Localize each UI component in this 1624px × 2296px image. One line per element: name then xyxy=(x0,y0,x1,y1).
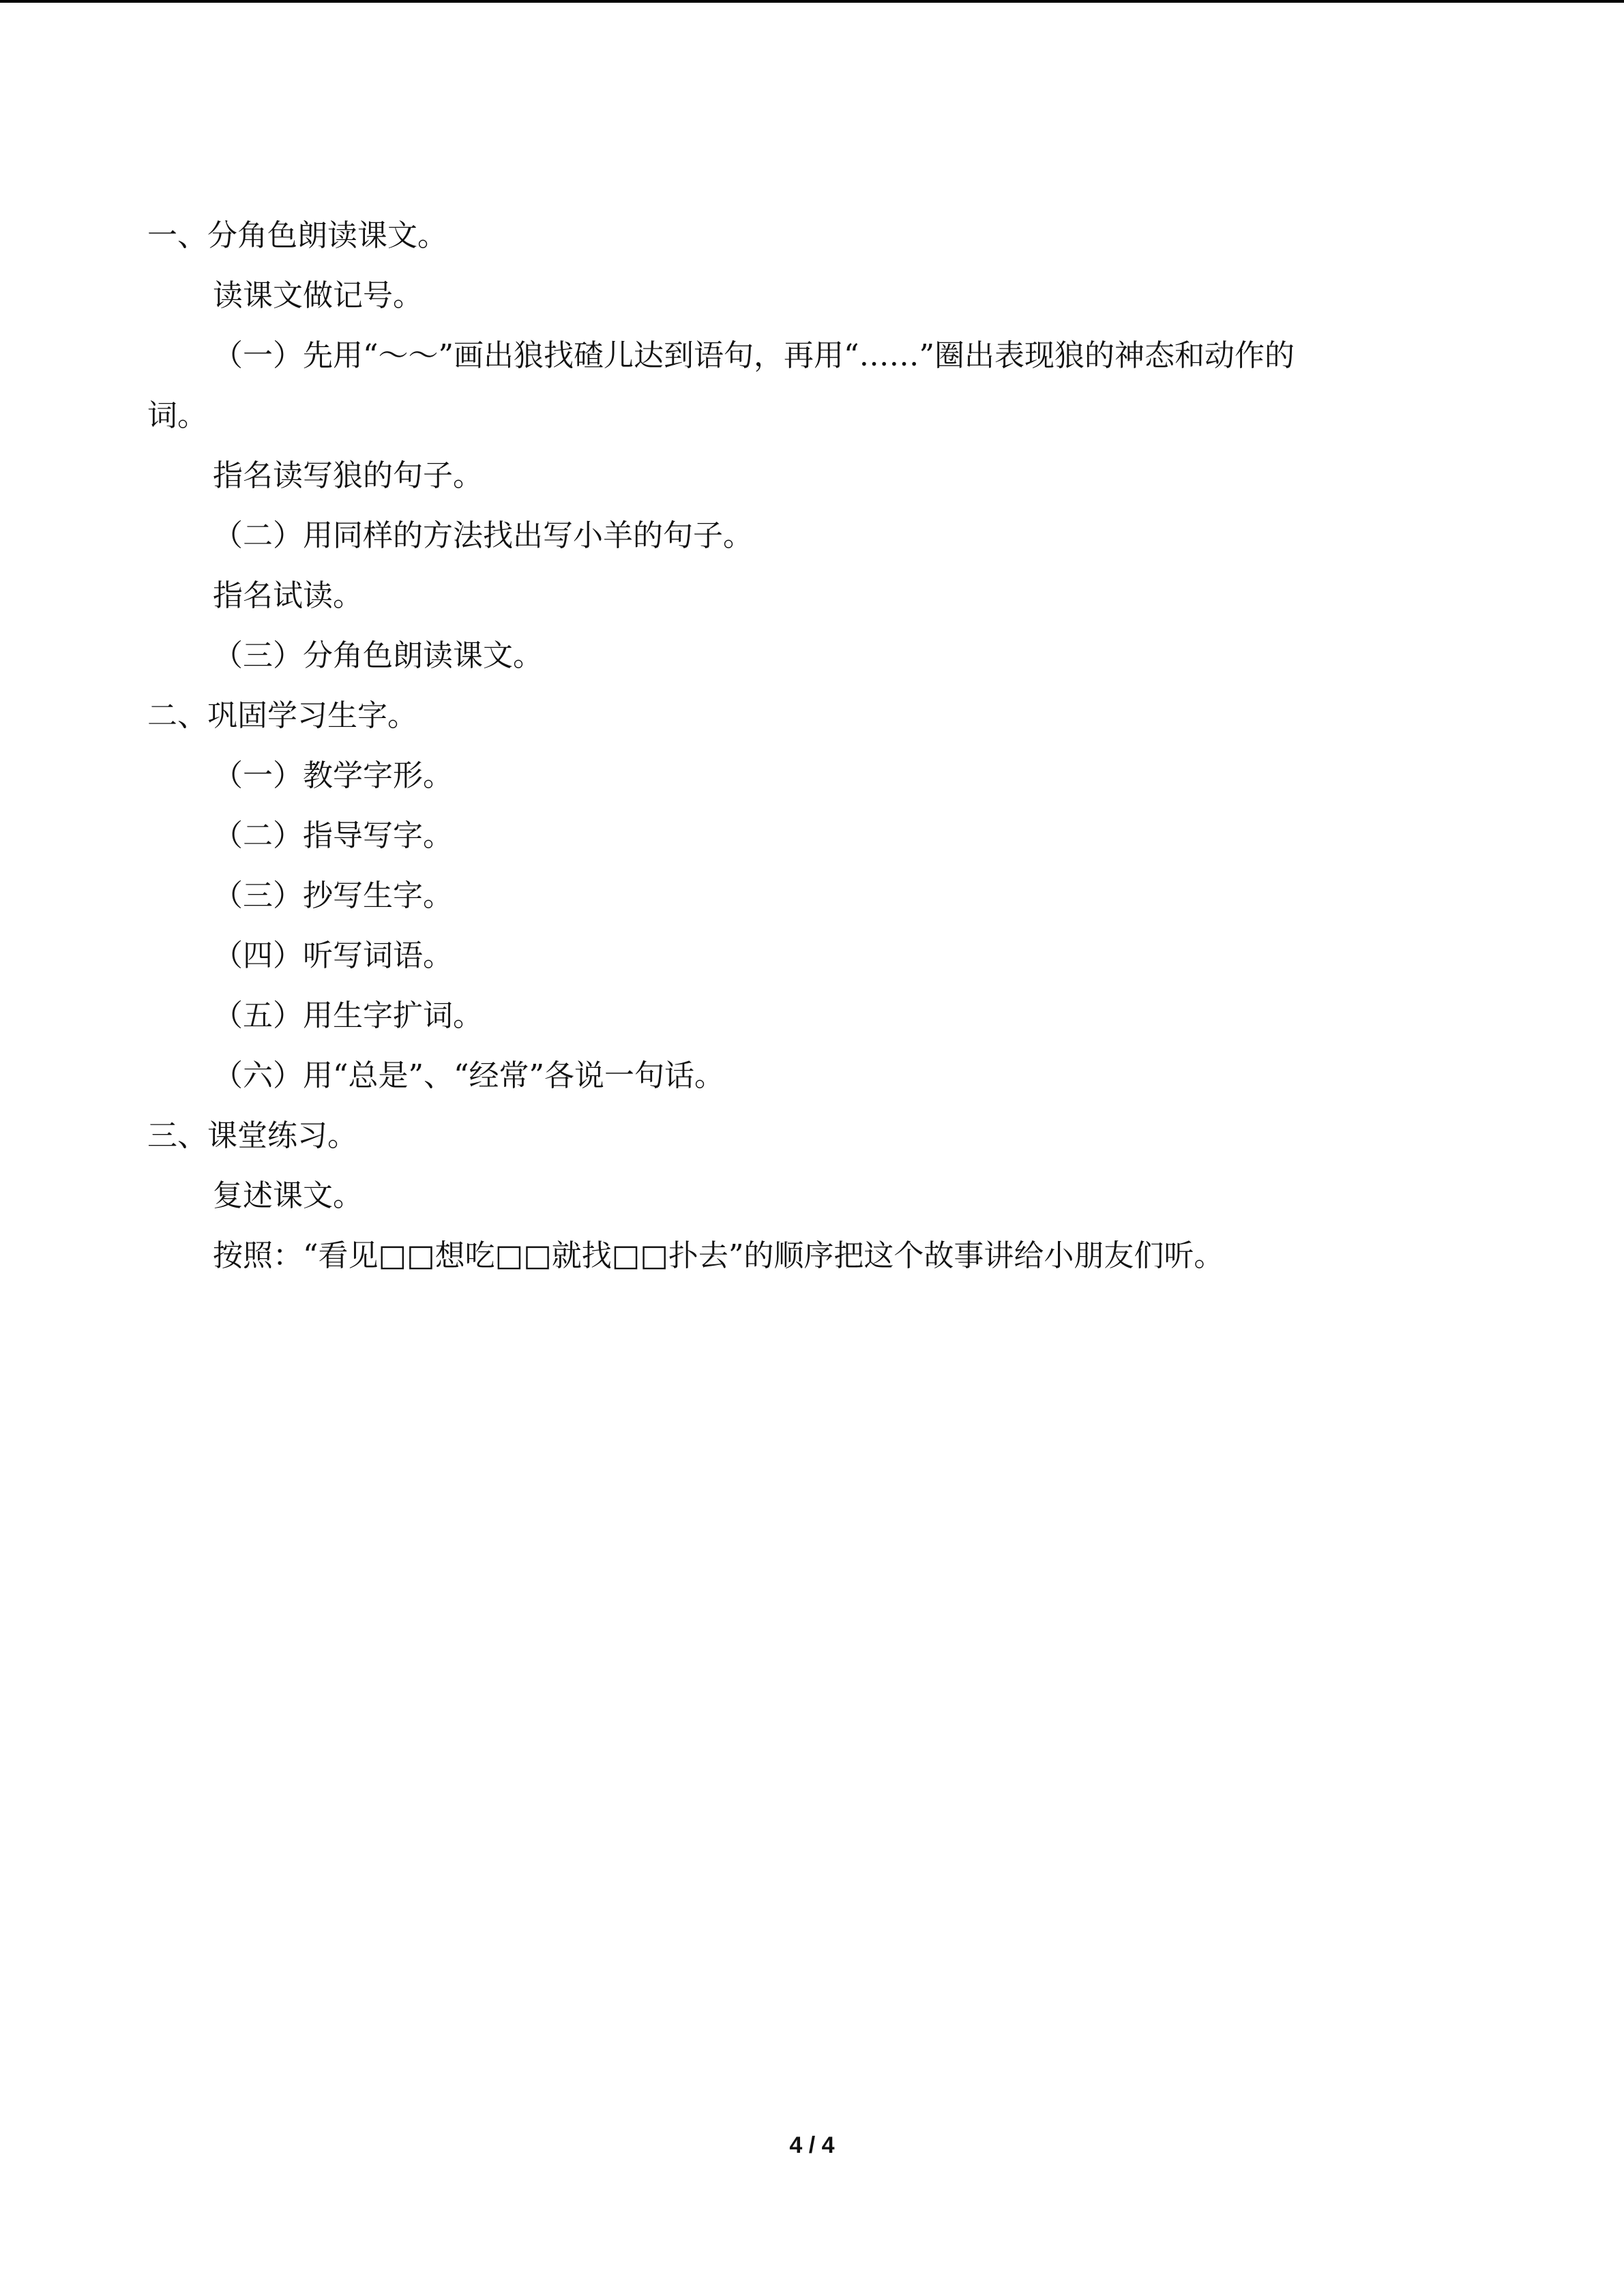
paragraph-line: （三）抄写生字。 xyxy=(213,878,453,913)
page-number: 4 / 4 xyxy=(789,2132,835,2158)
paragraph-line: 按照：“看见□□想吃□□就找□□扑去”的顺序把这个故事讲给小朋友们听。 xyxy=(213,1238,1224,1273)
paragraph-line: 指名试读。 xyxy=(213,578,363,613)
paragraph-line: 读课文做记号。 xyxy=(213,278,423,313)
paragraph-line: （六）用“总是”、“经常”各说一句话。 xyxy=(213,1058,724,1093)
paragraph-line-continuation: 词。 xyxy=(147,398,207,433)
paragraph-line: （五）用生字扩词。 xyxy=(213,998,483,1033)
paragraph-line: （一）教学字形。 xyxy=(213,758,453,793)
section-heading-2: 二、巩固学习生字。 xyxy=(147,698,417,733)
paragraph-line: 复述课文。 xyxy=(213,1178,363,1213)
document-body xyxy=(147,206,1498,1286)
section-heading-3: 三、课堂练习。 xyxy=(147,1118,357,1153)
section-heading-1: 一、分角色朗读课文。 xyxy=(147,218,447,253)
paragraph-line: （三）分角色朗读课文。 xyxy=(213,638,543,673)
paragraph-line: （二）用同样的方法找出写小羊的句子。 xyxy=(213,518,753,553)
top-border-rule xyxy=(0,0,1624,3)
paragraph-line: 指名读写狼的句子。 xyxy=(213,458,483,493)
paragraph-line: （二）指导写字。 xyxy=(213,818,453,853)
paragraph-line: （一）先用“～～”画出狼找碴儿达到语句，再用“……”圈出表现狼的神态和动作的 xyxy=(213,338,1295,373)
paragraph-line: （四）听写词语。 xyxy=(213,938,453,973)
